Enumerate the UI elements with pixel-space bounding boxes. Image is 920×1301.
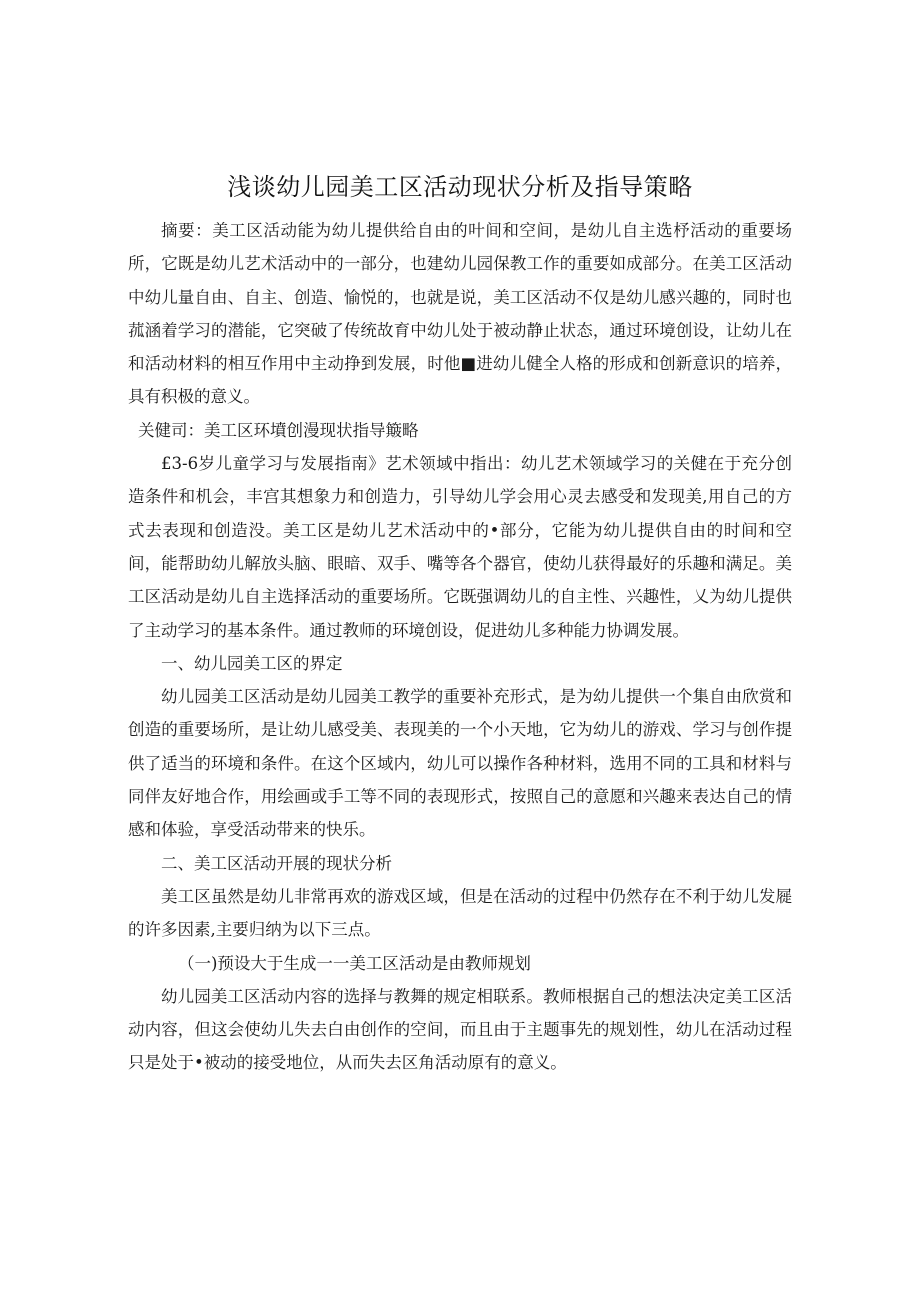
subsection-paragraph-1: 幼儿园美工区活动内容的选择与教舞的规定相联系。教师根据自己的想法决定美工区活动内容，但这会使幼儿失去白由创作的空间，而且由于主题事先的规划性，幼儿在活动过程只是处于•被动的接受地位，从而失去区角活动原有的意义。 (128, 986, 792, 1073)
section-paragraph-1: 幼儿园美工区活动是幼儿园美工教学的重要补充形式，是为幼儿提供一个集自由欣赏和创造的重要场所，是让幼儿感受美、表现美的一个小天地，它为幼儿的游戏、学习与创作提供了适当的环境和条件。在这个区域内，幼儿可以操作各种材料，选用不同的工具和材料与同伴友好地合作，用绘画或手工等不同的表现形式，按照自己的意愿和兴趣来表达自己的情感和体验，享受活动带来的快乐。 (128, 687, 792, 840)
keywords-line: 关健司：美工区环墳创漫现状指导簸略 (138, 420, 419, 440)
document-body (128, 214, 792, 1080)
section-paragraph-2: 美工区虽然是幼儿非常再欢的游戏区域，但是在活动的过程中仍然存在不利于幼儿发屣的许多因素,主要归纳为以下三点。 (128, 886, 792, 940)
document-title: 浅谈幼儿园美工区活动现状分析及指导策略 (227, 173, 693, 201)
subsection-heading-1: （一)预设大于生成一一美工区活动是由教师规划 (178, 953, 531, 973)
intro-paragraph: £3-6岁儿童学习与发展指南》艺术领域中指出：幼儿艺术领域学习的关健在于充分创造条件和机会，丰宫其想象力和创造力，引导幼儿学会用心灵去感受和发现美,用自己的方式去表现和创造没。美工区是幼儿艺术活动中的•部分，它能为幼儿提供自由的时间和空间，能帮助幼儿解放头脑、眼暗、双手、嘴等各个器官，使幼儿获得最好的乐趣和满足。美工区活动是幼儿自主选择活动的重要场所。它既强调幼儿的自主性、兴趣性，乂为幼儿提供了主动学习的基本条件。通过教师的环境创设，促进幼儿多种能力协调发展。 (128, 454, 792, 640)
section-heading-2: 二、美工区活动开展的现状分析 (161, 853, 392, 873)
abstract-paragraph: 摘要：美工区活动能为幼儿提供给自由的叶间和空间，是幼儿自主选杼活动的重要场所，它既是幼儿艺术活动中的一部分，也建幼儿园保教工作的重要如成部分。在美工区活动中幼儿量自由、自主、创造、愉悦的，也就是说，美工区活动不仅是幼儿感兴趣的，同时也菰涵着学习的潜能，它突破了传统故育中幼儿处于被动静止状态，通过环境创设，让幼儿在和活动材料的相互作用中主动挣到发展，时他■进幼儿健全人格的形成和创新意识的培养，具有积极的意义。 (128, 221, 792, 407)
section-heading-1: 一、幼儿园美工区的界定 (161, 653, 343, 673)
